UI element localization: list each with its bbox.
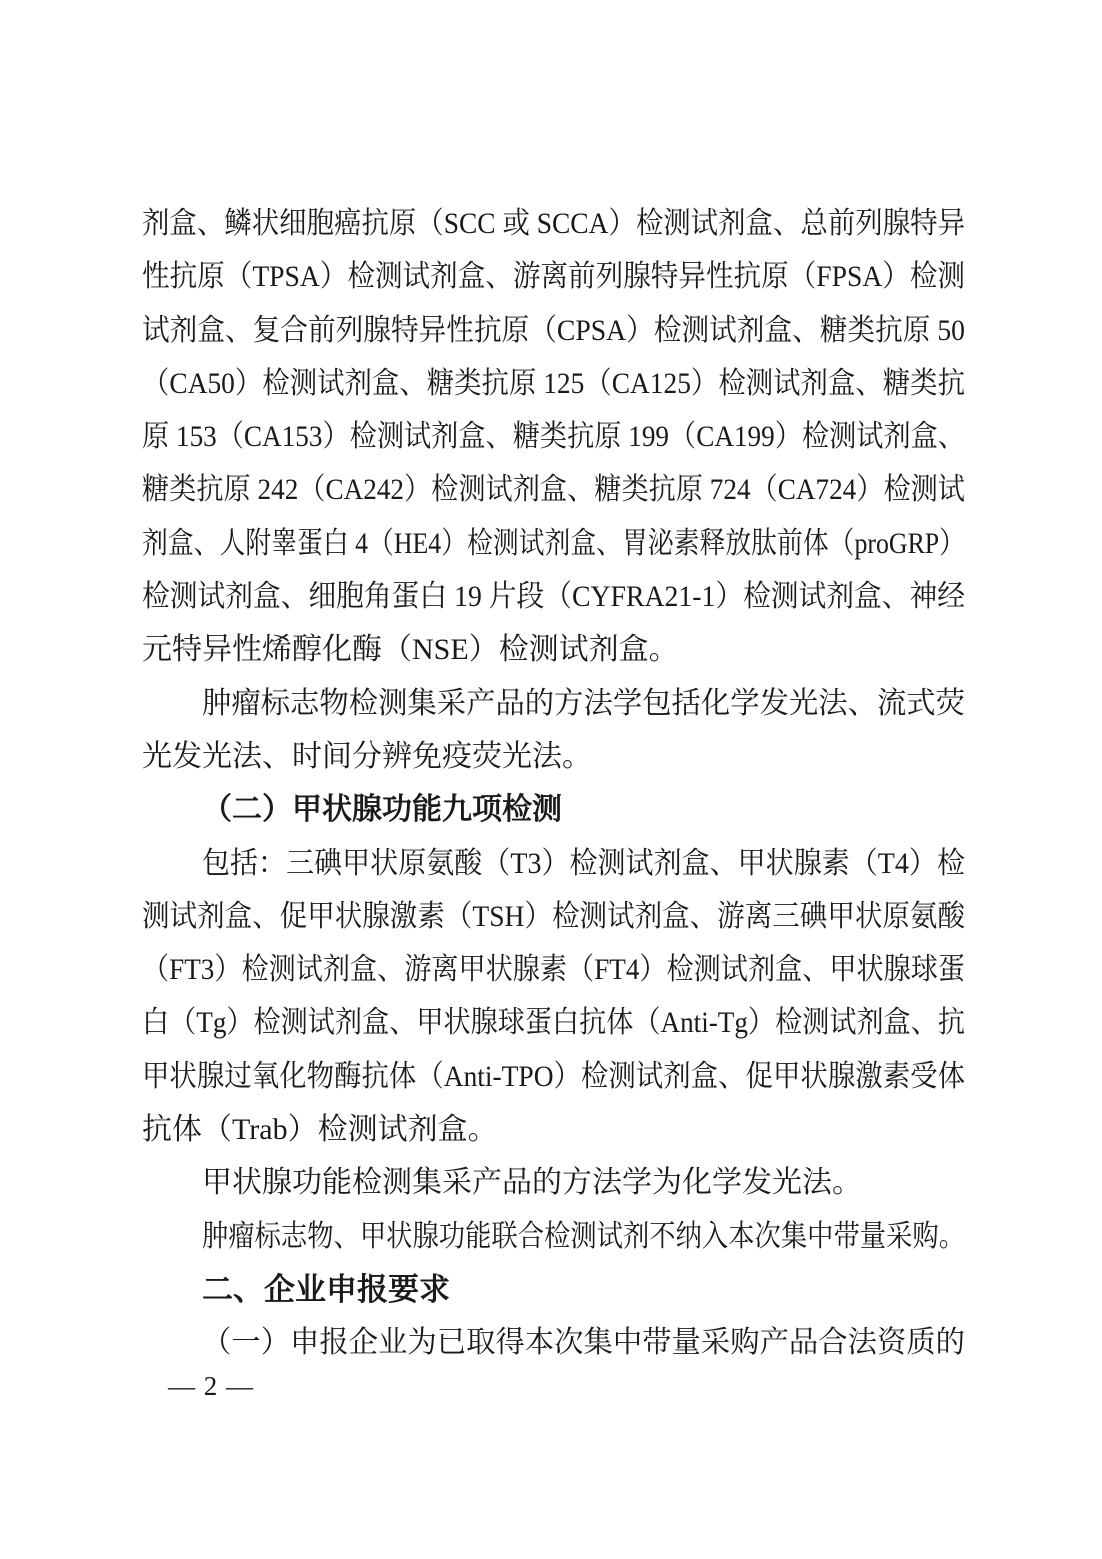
text-line: 剂盒、人附睾蛋白 4（HE4）检测试剂盒、胃泌素释放肽前体（proGRP）	[142, 526, 965, 560]
text-line: 原 153（CA153）检测试剂盒、糖类抗原 199（CA199）检测试剂盒、	[142, 420, 965, 454]
section-heading-thyroid-nine-tests: （二）甲状腺功能九项检测	[202, 793, 562, 827]
page-number: — 2 —	[168, 1371, 254, 1401]
text-line: 检测试剂盒、细胞角蛋白 19 片段（CYFRA21-1）检测试剂盒、神经	[142, 580, 965, 614]
text-line: 甲状腺功能检测集采产品的方法学为化学发光法。	[202, 1166, 862, 1200]
text-line: 试剂盒、复合前列腺特异性抗原（CPSA）检测试剂盒、糖类抗原 50	[142, 313, 965, 347]
text-line: 糖类抗原 242（CA242）检测试剂盒、糖类抗原 724（CA724）检测试	[142, 473, 965, 507]
text-line: 剂盒、鳞状细胞癌抗原（SCC 或 SCCA）检测试剂盒、总前列腺特异	[142, 207, 965, 240]
text-line: 测试剂盒、促甲状腺激素（TSH）检测试剂盒、游离三碘甲状原氨酸	[142, 899, 965, 933]
text-line: 元特异性烯醇化酶（NSE）检测试剂盒。	[142, 633, 679, 667]
text-line: 抗体（Trab）检测试剂盒。	[142, 1113, 498, 1147]
text-line: （CA50）检测试剂盒、糖类抗原 125（CA125）检测试剂盒、糖类抗	[142, 366, 965, 400]
section-heading-enterprise-application-requirements: 二、企业申报要求	[202, 1271, 450, 1307]
text-line: 甲状腺过氧化物酶抗体（Anti-TPO）检测试剂盒、促甲状腺激素受体	[142, 1059, 965, 1093]
text-line: 肿瘤标志物检测集采产品的方法学包括化学发光法、流式荧	[202, 686, 965, 720]
text-line: （FT3）检测试剂盒、游离甲状腺素（FT4）检测试剂盒、甲状腺球蛋	[142, 953, 965, 987]
text-line: （一）申报企业为已取得本次集中带量采购产品合法资质的	[202, 1326, 965, 1360]
text-line: 光发光法、时间分辨免疫荧光法。	[142, 739, 592, 773]
text-line: 肿瘤标志物、甲状腺功能联合检测试剂不纳入本次集中带量采购。	[202, 1219, 965, 1253]
text-block	[142, 197, 965, 1370]
text-line: 白（Tg）检测试剂盒、甲状腺球蛋白抗体（Anti-Tg）检测试剂盒、抗	[142, 1006, 965, 1040]
text-line: 包括：三碘甲状原氨酸（T3）检测试剂盒、甲状腺素（T4）检	[202, 846, 965, 880]
text-line: 性抗原（TPSA）检测试剂盒、游离前列腺特异性抗原（FPSA）检测	[142, 260, 965, 294]
